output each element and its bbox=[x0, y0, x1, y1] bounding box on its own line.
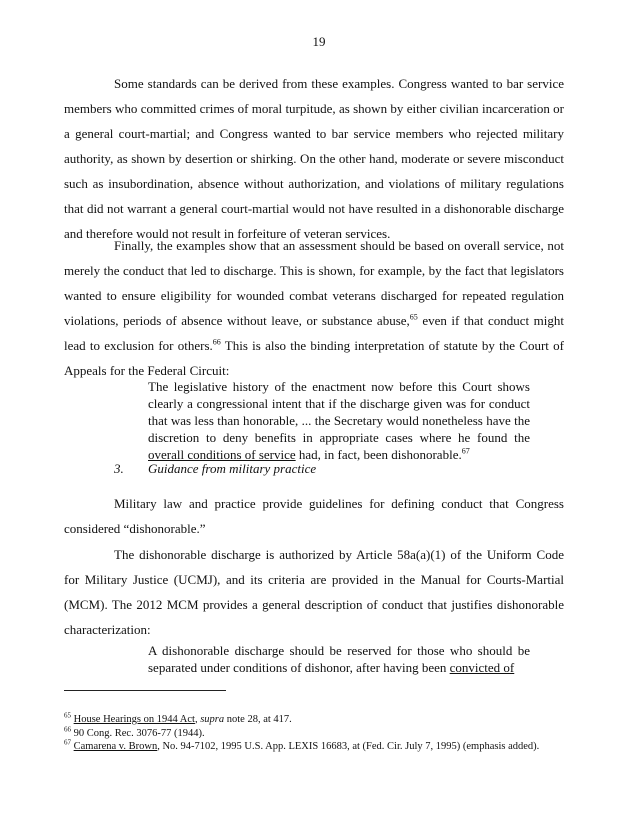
footnote-number: 66 bbox=[64, 725, 71, 733]
footnote-ref-65[interactable]: 65 bbox=[409, 312, 418, 322]
section-heading-number: 3. bbox=[114, 461, 124, 476]
footnote-text: note 28, at 417. bbox=[224, 714, 292, 725]
paragraph-overall-service-text-a: Finally, the examples show that an assessment should be based on overall service, not merely the conduct that led to discharge. This is shown, for example, by the fact that legislators wanted to ensure eligibility for wounded combat veterans discharged for repeated regulation violations, periods of absence without leave, or substance abuse, bbox=[64, 238, 564, 328]
footnote-65 bbox=[64, 713, 584, 727]
section-heading-text: Guidance from military practice bbox=[148, 461, 317, 476]
footnote-ref-66[interactable]: 66 bbox=[212, 337, 221, 347]
paragraph-dishonorable-discharge bbox=[64, 542, 564, 642]
block-quote-court-underlined: overall conditions of service bbox=[148, 447, 296, 462]
block-quote-court-text-b: had, in fact, been dishonorable. bbox=[295, 447, 462, 462]
footnote-number: 65 bbox=[64, 711, 71, 720]
footnote-link[interactable]: House Hearings on 1944 Act bbox=[73, 714, 195, 725]
footnote-link[interactable]: Camarena v. Brown bbox=[73, 741, 158, 752]
footnote-67 bbox=[64, 740, 584, 754]
footnote-italic: supra bbox=[200, 714, 225, 725]
paragraph-standards-text: Some standards can be derived from these examples. Congress wanted to bar service members who committed crimes of moral turpitude, as shown by either civilian incarceration or a general court-martial; and Congress wanted to bar service members who rejected military authority, as shown by desertion or shirking. On the other hand, moderate or severe misconduct such as insubordination, absence without authorization, and violations of military regulations that did not warrant a general court-martial would not have resulted in a dishonorable discharge and therefore would not result in forfeiture of veteran services. bbox=[64, 76, 564, 241]
section-heading bbox=[114, 461, 316, 477]
block-quote-mcm-underlined: convicted of bbox=[449, 660, 515, 675]
footnote-ref-67[interactable]: 67 bbox=[461, 446, 470, 456]
block-quote-court-text-a: The legislative history of the enactment now before this Court shows clearly a congressional intent that if the discharge given was for conduct that was less than honorable, ... the Secretary would nonetheless have the discretion to deny benefits in appropriate cases where he found the bbox=[148, 379, 530, 445]
footnotes bbox=[64, 713, 584, 754]
footnote-text: 90 Cong. Rec. 3076-77 (1944). bbox=[73, 727, 205, 739]
block-quote-court bbox=[148, 378, 530, 463]
page-number: 19 bbox=[312, 34, 326, 49]
paragraph-overall-service-text-b: even if that conduct might lead to exclusion for others. bbox=[64, 313, 564, 353]
paragraph-overall-service bbox=[64, 233, 564, 383]
footnote-text: , No. 94-7102, 1995 U.S. App. LEXIS 16683, at (Fed. Cir. July 7, 1995) (emphasis added). bbox=[157, 741, 540, 752]
block-quote-mcm-text: A dishonorable discharge should be reserved for those who should be separated under conditions of dishonor, after having been bbox=[148, 643, 530, 675]
paragraph-military-law bbox=[64, 491, 564, 541]
paragraph-military-law-text: Military law and practice provide guidelines for defining conduct that Congress considered “dishonorable.” bbox=[64, 496, 564, 536]
footnote-separator: , bbox=[194, 714, 201, 725]
block-quote-mcm bbox=[148, 642, 530, 676]
footnote-divider bbox=[64, 690, 226, 691]
footnote-66 bbox=[64, 727, 584, 741]
paragraph-standards bbox=[64, 71, 564, 246]
paragraph-overall-service-text-c: This is also the binding interpretation of statute by the Court of Appeals for the Federal Circuit: bbox=[64, 338, 565, 378]
paragraph-dishonorable-discharge-text: The dishonorable discharge is authorized by Article 58a(a)(1) of the Uniform Code for Military Justice (UCMJ), and its criteria are provided in the Manual for Courts-Martial (MCM). The 2012 MCM provides a general description of conduct that justifies dishonorable characterization: bbox=[64, 547, 564, 637]
footnote-number: 67 bbox=[64, 738, 71, 747]
